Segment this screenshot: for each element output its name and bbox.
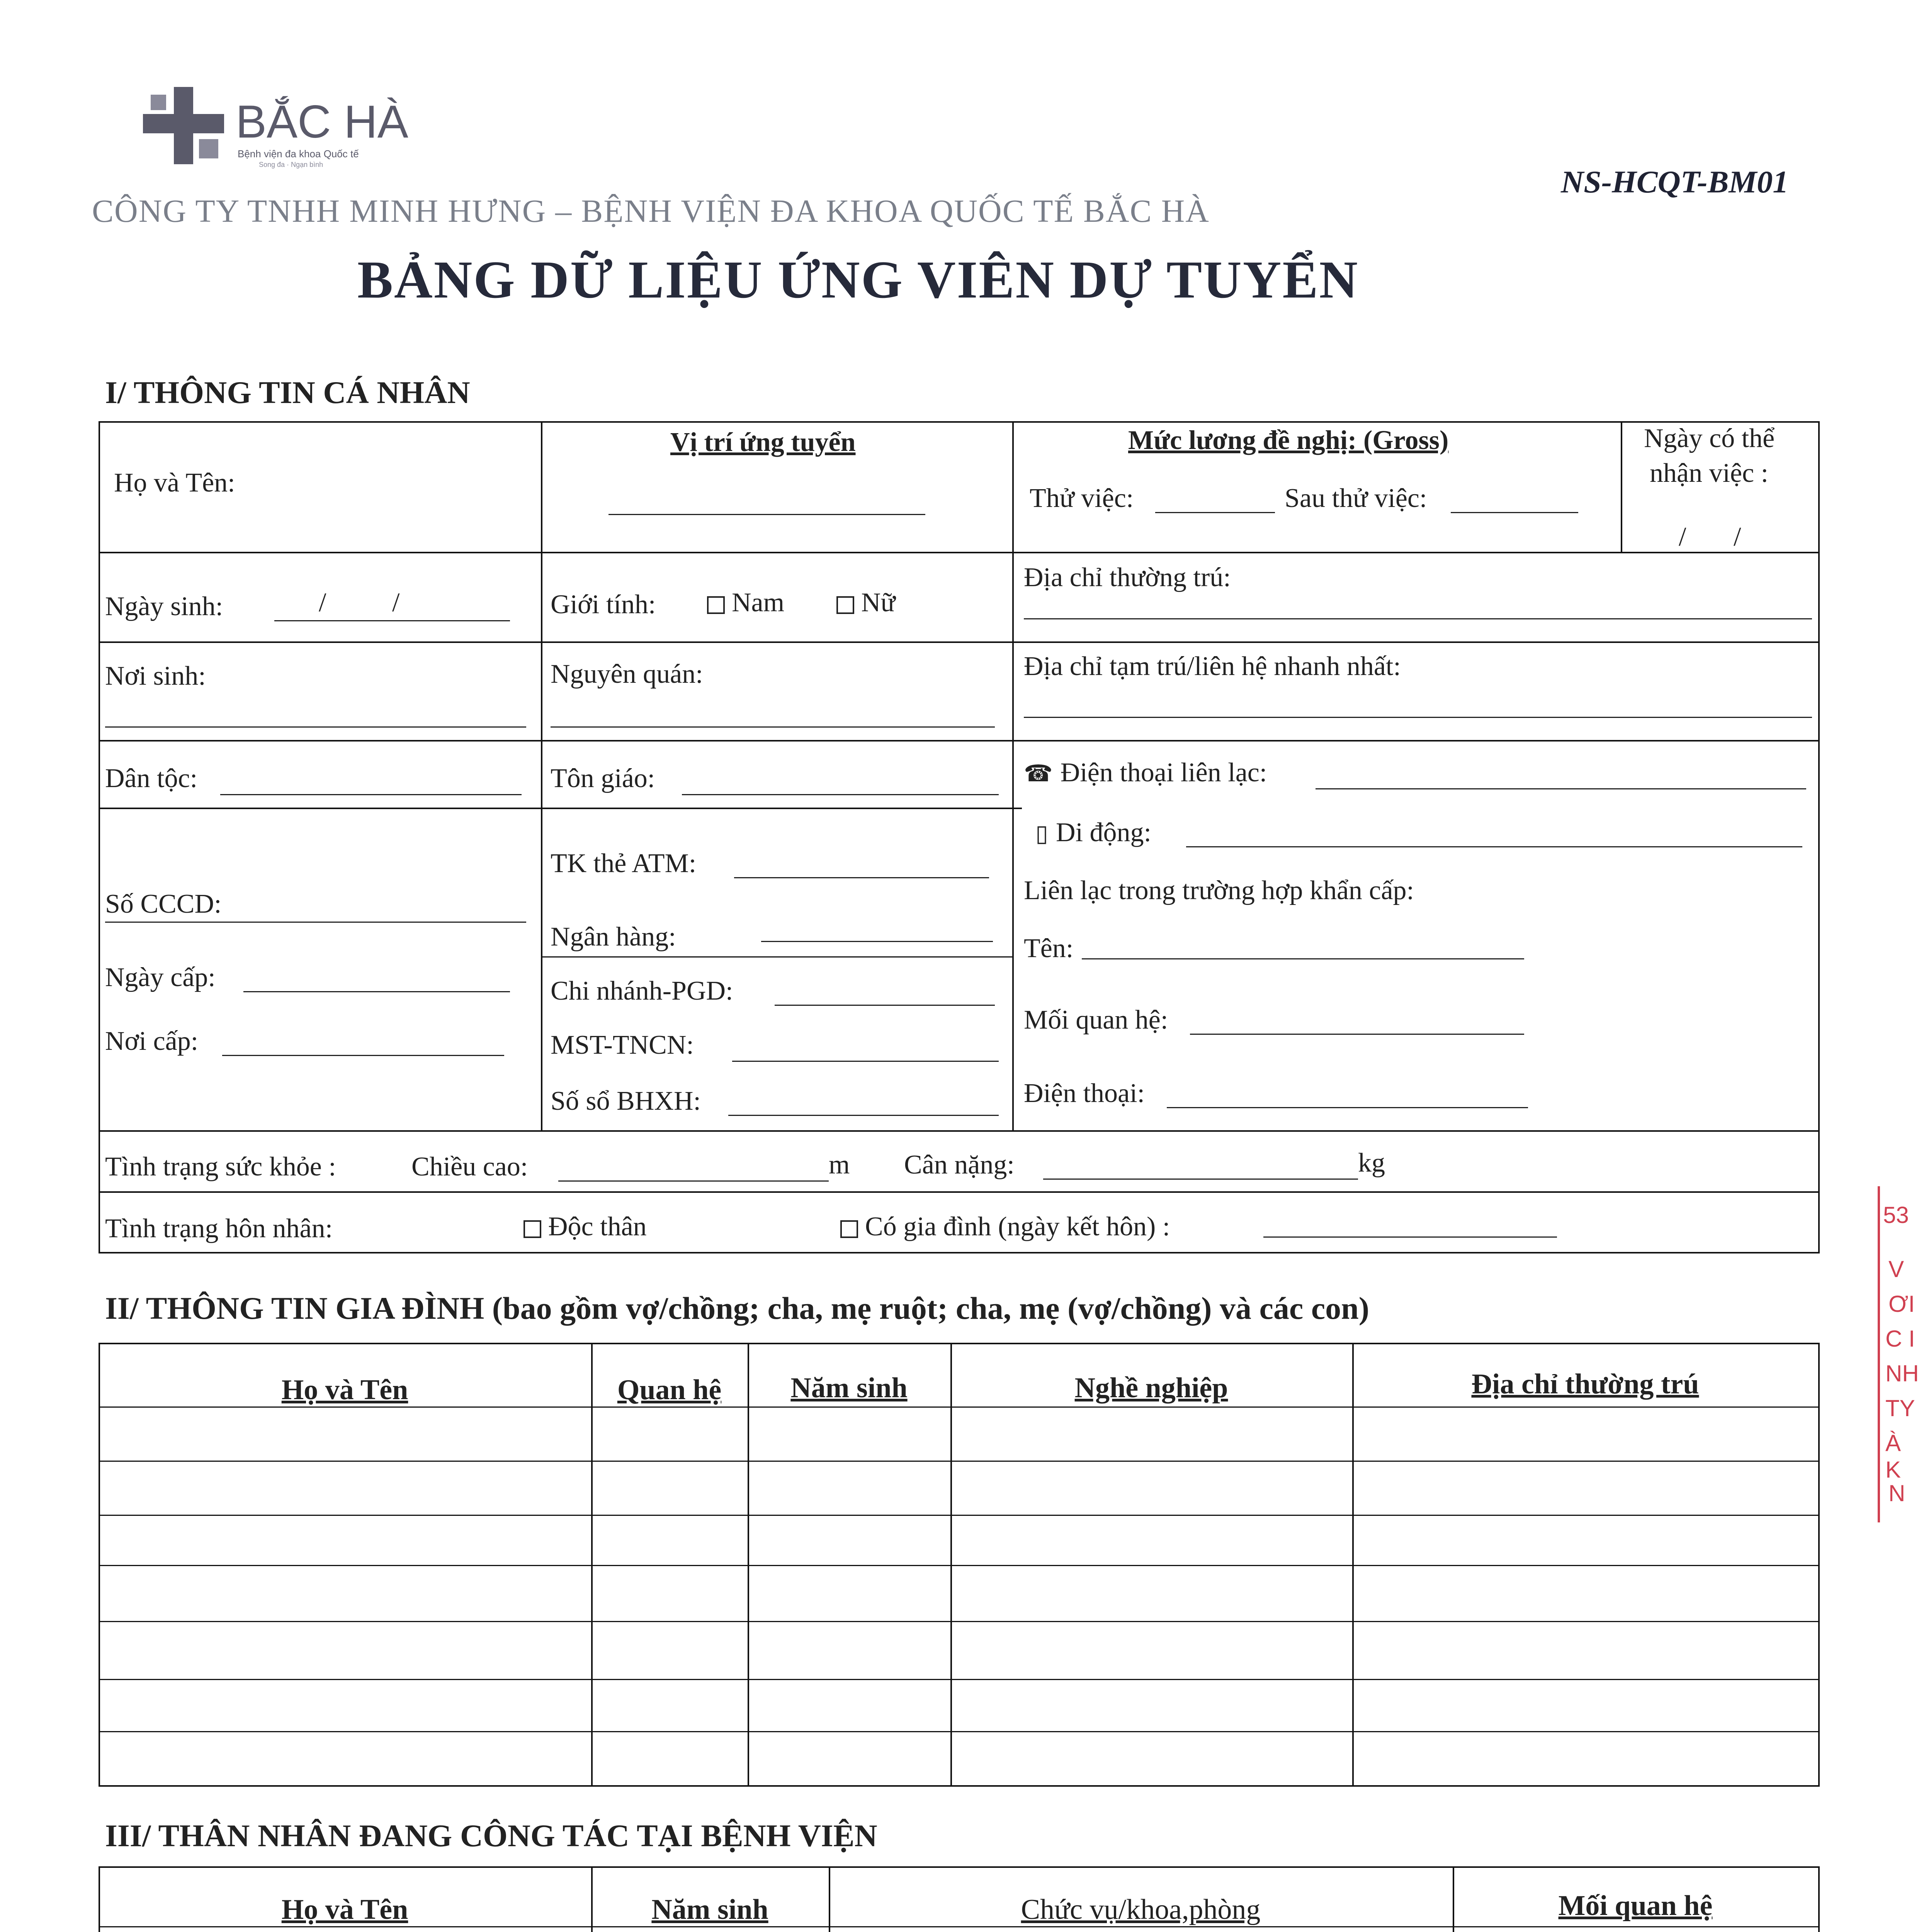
s1-col3-divider — [1621, 421, 1622, 553]
section-2-title: II/ THÔNG TIN GIA ĐÌNH (bao gồm vợ/chồng; cha, mẹ ruột; cha, mẹ (vợ/chồng) và các con) — [105, 1291, 1370, 1326]
s2-bottom-border — [99, 1785, 1820, 1787]
field-dien-thoai-lien-lac[interactable] — [1316, 788, 1806, 789]
label-unit-m: m — [829, 1150, 850, 1180]
label-ten: Tên: — [1024, 934, 1074, 963]
label-dia-chi-thuong-tru: Địa chỉ thường trú: — [1024, 563, 1231, 592]
label-ho-va-ten: Họ và Tên: — [114, 468, 235, 498]
field-chieu-cao[interactable] — [558, 1180, 829, 1182]
stamp-text-6: TY — [1885, 1395, 1915, 1421]
label-noi-sinh: Nơi sinh: — [105, 661, 206, 691]
label-vi-tri: Vị trí ứng tuyển — [670, 427, 856, 457]
s2-row2 — [99, 1515, 1820, 1516]
label-dan-toc: Dân tộc: — [105, 764, 198, 793]
stamp-text-4: C I — [1885, 1326, 1915, 1352]
label-moi-quan-he: Mối quan hệ: — [1024, 1005, 1168, 1035]
s1-bottom-border — [99, 1252, 1820, 1253]
field-ten[interactable] — [1082, 958, 1524, 959]
field-can-nang[interactable] — [1043, 1179, 1358, 1180]
stamp-text-3: ƠI — [1888, 1291, 1915, 1317]
field-mst[interactable] — [732, 1061, 999, 1062]
s3-top-border — [99, 1866, 1820, 1868]
label-tinh-trang-suc-khoe: Tình trạng sức khỏe : — [105, 1152, 336, 1182]
logo-subtitle: Bệnh viện đa khoa Quốc tế — [238, 148, 359, 160]
ngay-sinh-sep-1: / — [319, 588, 326, 617]
s2-row5 — [99, 1679, 1820, 1680]
s2-row6 — [99, 1731, 1820, 1732]
s2-col-divider-2 — [748, 1343, 749, 1787]
label-ton-giao: Tôn giáo: — [551, 764, 655, 793]
label-nu: Nữ — [861, 588, 896, 617]
s1-row3-bottom — [99, 740, 1820, 742]
s2-header-bottom — [99, 1406, 1820, 1408]
mobile-phone-icon: ▯ — [1035, 820, 1049, 847]
checkbox-nam[interactable] — [707, 589, 784, 616]
s2-header-nam-sinh: Năm sinh — [790, 1372, 908, 1404]
field-so-bhxh[interactable] — [728, 1115, 999, 1116]
field-dan-toc[interactable] — [220, 794, 522, 795]
label-thu-viec: Thử việc: — [1030, 483, 1134, 513]
label-unit-kg: kg — [1358, 1148, 1385, 1178]
field-vi-tri[interactable] — [609, 514, 925, 515]
s2-row3 — [99, 1565, 1820, 1566]
label-chi-nhanh: Chi nhánh-PGD: — [551, 976, 733, 1006]
label-di-dong: Di động: — [1056, 818, 1151, 847]
label-so-bhxh: Số sổ BHXH: — [551, 1086, 701, 1116]
label-ngay-cap: Ngày cấp: — [105, 963, 216, 992]
field-noi-sinh[interactable] — [105, 726, 526, 728]
stamp-text-7: À K — [1885, 1430, 1901, 1483]
label-doc-than: Độc thân — [548, 1212, 647, 1242]
ngay-sinh-sep-2: / — [392, 588, 400, 617]
label-co-gia-dinh: Có gia đình (ngày kết hôn) : — [865, 1212, 1170, 1242]
field-chi-nhanh[interactable] — [775, 1005, 995, 1006]
field-dien-thoai[interactable] — [1167, 1107, 1528, 1108]
checkbox-doc-than[interactable] — [524, 1213, 647, 1240]
stamp-text-5: NH — [1885, 1361, 1919, 1386]
logo-cross-icon — [143, 87, 228, 164]
field-thu-viec[interactable] — [1155, 512, 1275, 513]
checkbox-nu[interactable] — [836, 589, 896, 616]
label-mst: MST-TNCN: — [551, 1030, 694, 1060]
checkbox-co-gia-dinh-box[interactable] — [840, 1220, 858, 1238]
stamp-text-8: N — [1888, 1480, 1905, 1506]
label-dien-thoai: Điện thoại: — [1024, 1078, 1145, 1108]
form-code: NS-HCQT-BM01 — [1561, 164, 1789, 199]
section-1-title: I/ THÔNG TIN CÁ NHÂN — [105, 375, 470, 410]
s3-header-chuc-vu: Chức vụ/khoa,phòng — [1021, 1894, 1261, 1925]
bank-divider — [541, 956, 1014, 957]
field-noi-cap[interactable] — [222, 1055, 504, 1056]
field-ngan-hang[interactable] — [761, 941, 993, 942]
section-3-title: III/ THÂN NHÂN ĐANG CÔNG TÁC TẠI BỆNH VIỆN — [105, 1818, 877, 1853]
label-can-nang: Cân nặng: — [904, 1150, 1015, 1180]
s2-top-border — [99, 1343, 1820, 1344]
label-ngay-sinh: Ngày sinh: — [105, 592, 223, 621]
checkbox-co-gia-dinh[interactable] — [840, 1213, 1170, 1240]
s3-header-bottom — [99, 1926, 1820, 1927]
logo-subtitle-2: Song đa · Ngạn bình — [259, 161, 323, 168]
s3-header-ho-ten: Họ và Tên — [281, 1894, 408, 1925]
checkbox-doc-than-box[interactable] — [524, 1220, 541, 1238]
field-ngay-sinh[interactable] — [274, 620, 510, 621]
s2-right-border — [1818, 1343, 1820, 1787]
checkbox-nu-box[interactable] — [836, 596, 854, 614]
s2-row4 — [99, 1621, 1820, 1622]
field-moi-quan-he[interactable] — [1190, 1034, 1524, 1035]
s1-left-border — [99, 421, 100, 1253]
s3-header-moi-quan-he: Mối quan hệ — [1558, 1890, 1713, 1922]
s2-row1 — [99, 1461, 1820, 1462]
field-ngay-nhan-viec[interactable]: / / — [1679, 522, 1741, 552]
field-ngay-cap[interactable] — [243, 991, 510, 992]
field-dia-chi-tam-tru[interactable] — [1024, 717, 1812, 718]
label-ngan-hang: Ngân hàng: — [551, 922, 676, 952]
label-noi-cap: Nơi cấp: — [105, 1026, 199, 1056]
s1-col1-divider — [541, 421, 542, 1131]
s3-header-nam-sinh: Năm sinh — [651, 1894, 768, 1925]
label-ngay-co-the-1: Ngày có thể — [1644, 423, 1775, 453]
checkbox-nam-box[interactable] — [707, 596, 725, 614]
field-dia-chi-thuong-tru[interactable] — [1024, 618, 1812, 619]
s2-header-quan-he: Quan hệ — [617, 1374, 722, 1406]
s2-header-ho-ten: Họ và Tên — [281, 1374, 408, 1406]
s1-row4-bottom — [99, 808, 1022, 809]
label-tinh-trang-hon-nhan: Tình trạng hôn nhân: — [105, 1214, 333, 1243]
field-ngay-ket-hon[interactable] — [1263, 1236, 1557, 1238]
phone-row — [1024, 759, 1267, 786]
logo-text: BẮC HÀ — [236, 96, 408, 148]
s1-row1-bottom — [99, 552, 1820, 553]
label-tk-atm: TK thẻ ATM: — [551, 849, 697, 878]
s3-right-border — [1818, 1866, 1820, 1932]
label-nguyen-quan: Nguyên quán: — [551, 659, 703, 689]
s2-col-divider-4 — [1352, 1343, 1354, 1787]
s1-right-border — [1818, 421, 1820, 1253]
s2-col-divider-3 — [950, 1343, 952, 1787]
field-ton-giao[interactable] — [682, 794, 999, 795]
label-lien-lac-khan-cap: Liên lạc trong trường hợp khẩn cấp: — [1024, 876, 1414, 905]
s2-header-nghe-nghiep: Nghề nghiệp — [1074, 1372, 1228, 1404]
label-gioi-tinh: Giới tính: — [551, 590, 656, 619]
label-dia-chi-tam-tru: Địa chỉ tạm trú/liên hệ nhanh nhất: — [1024, 651, 1401, 681]
s1-col2-divider — [1012, 421, 1014, 1131]
s2-left-border — [99, 1343, 100, 1787]
company-name: CÔNG TY TNHH MINH HƯNG – BỆNH VIỆN ĐA KHOA QUỐC TẾ BẮC HÀ — [92, 193, 1210, 229]
label-muc-luong: Mức lương đề nghị: (Gross) — [1128, 425, 1449, 455]
s2-header-dia-chi: Địa chỉ thường trú — [1471, 1368, 1699, 1400]
page-title: BẢNG DỮ LIỆU ỨNG VIÊN DỰ TUYỂN — [357, 250, 1359, 309]
label-ngay-co-the-2: nhận việc : — [1650, 458, 1769, 488]
s1-top-border — [99, 421, 1820, 423]
s1-health-bottom — [99, 1191, 1820, 1193]
stamp-border-left — [1878, 1186, 1880, 1522]
field-tk-atm[interactable] — [734, 877, 989, 878]
label-nam: Nam — [732, 588, 785, 617]
telephone-icon: ☎ — [1024, 760, 1053, 787]
field-nguyen-quan[interactable] — [551, 726, 995, 728]
field-sau-thu-viec[interactable] — [1451, 512, 1578, 513]
s1-row2-bottom — [99, 641, 1820, 643]
label-dien-thoai-lien-lac: Điện thoại liên lạc: — [1060, 758, 1267, 787]
field-di-dong[interactable] — [1186, 846, 1802, 847]
label-so-cccd: Số CCCD: — [105, 889, 222, 919]
stamp-text-2: V — [1888, 1256, 1904, 1282]
stamp-text-1: 53 — [1883, 1202, 1909, 1228]
label-sau-thu-viec: Sau thử việc: — [1285, 483, 1427, 513]
mobile-row — [1035, 819, 1151, 846]
s1-block-bottom — [99, 1130, 1820, 1132]
stamp-edge — [1878, 1186, 1919, 1522]
field-so-cccd[interactable] — [105, 922, 526, 923]
label-chieu-cao: Chiều cao: — [411, 1152, 528, 1182]
s2-col-divider-1 — [591, 1343, 593, 1787]
logo — [143, 83, 421, 172]
